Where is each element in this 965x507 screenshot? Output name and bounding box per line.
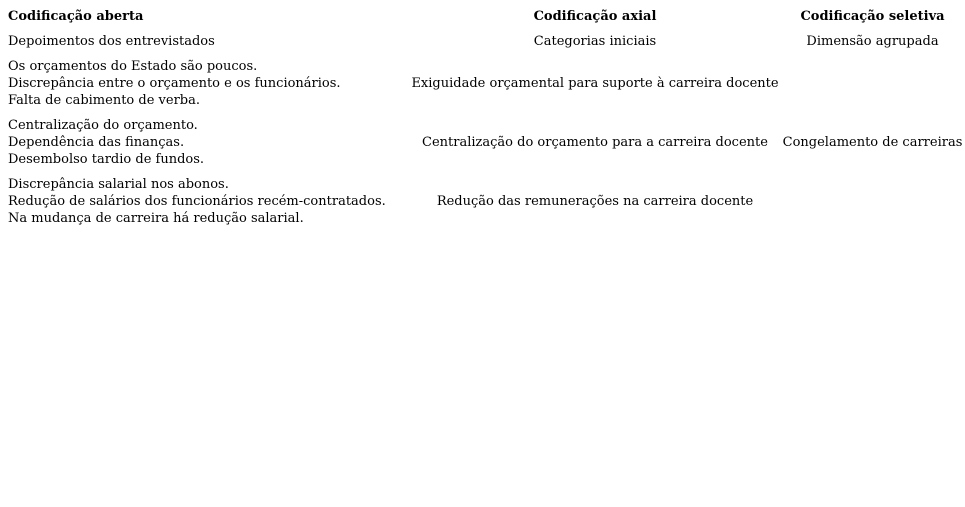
header-selective-coding: Codificação seletiva bbox=[800, 9, 945, 24]
header-row bbox=[0, 4, 965, 29]
subheader-statements: Depoimentos dos entrevistados bbox=[8, 34, 215, 49]
statement: Centralização do orçamento. bbox=[8, 118, 198, 133]
category-cell-3: Redução das remunerações na carreira docente bbox=[436, 194, 754, 209]
subheader-row bbox=[0, 29, 965, 54]
statement: Discrepância salarial nos abonos. bbox=[8, 177, 229, 192]
statement: Os orçamentos do Estado são poucos. bbox=[8, 59, 258, 74]
statements-cell-2 bbox=[0, 113, 410, 172]
statement: Falta de cabimento de verba. bbox=[8, 93, 200, 108]
statement: Desembolso tardio de fundos. bbox=[8, 152, 205, 167]
category-cell-2: Centralização do orçamento para a carreira docente bbox=[422, 135, 768, 150]
statement: Dependência das finanças. bbox=[8, 135, 185, 150]
statements-cell-1 bbox=[0, 54, 410, 113]
header-open-coding: Codificação aberta bbox=[8, 9, 144, 24]
statement: Na mudança de carreira há redução salarial. bbox=[8, 211, 304, 226]
group-row-1 bbox=[0, 54, 965, 113]
statements-cell-3 bbox=[0, 172, 410, 231]
dimension-cell: Congelamento de carreiras bbox=[782, 135, 963, 150]
subheader-initial-categories: Categorias iniciais bbox=[533, 34, 657, 49]
subheader-grouped-dimension: Dimensão agrupada bbox=[806, 34, 939, 49]
statement: Redução de salários dos funcionários recém-contratados. bbox=[8, 194, 386, 209]
header-axial-coding: Codificação axial bbox=[533, 9, 657, 24]
statement: Discrepância entre o orçamento e os funcionários. bbox=[8, 76, 341, 91]
category-cell-1: Exiguidade orçamental para suporte à carreira docente bbox=[411, 76, 779, 91]
coding-table bbox=[0, 4, 965, 231]
